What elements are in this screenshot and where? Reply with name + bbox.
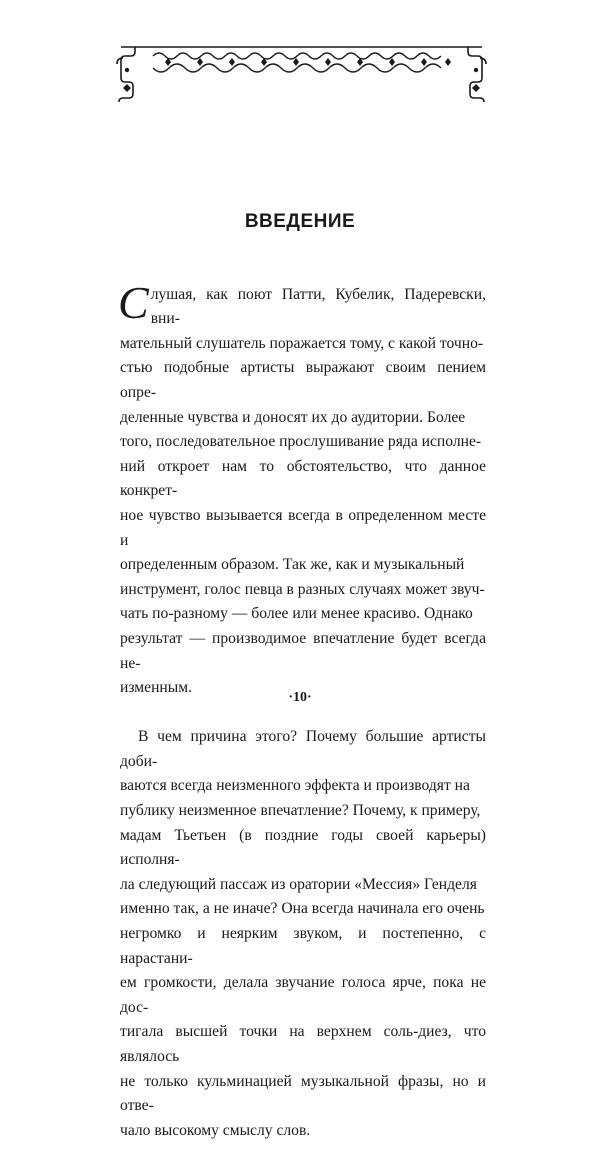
page-number: ·10· [288,690,312,705]
paragraph-2 [120,725,486,1143]
decorative-header-ornament [113,44,490,106]
paragraph-1-text: лушая, как поют Патти, Кубелик, Падеревски, вни- мательный слушатель поражается тому, с какой точно- стью подобные артисты выражают своим пением опре- деленные чувства и доносят их до аудитории. Более того, последовательное прослушивание ряда исполне- ний откроет нам то обстоятельство, что данное конкрет- ное чувство вызывается всегда в определенном месте и определенным образом. Так же, как и музыкальный инструмент, голос певца в разных случаях может звуч- чать по-разному — более или менее красиво. Однако результат — производимое впечатление будет всегда не- изменным. [120,285,486,697]
drop-cap-letter: С [118,276,149,328]
chapter-title: ВВЕДЕНИЕ [244,211,356,232]
paragraph-2-text: В чем причина этого? Почему большие артисты доби- ваются всегда неизменного эффекта и производят на публику неизменное впечатление? Почему, к примеру, мадам Тьетьен (в поздние годы своей карьеры) исполня- ла следующий пассаж из оратории «Мессия» Генделя именно так, а не иначе? Она всегда начинала его очень негромко и неярким звуком, и постепенно, с нарастани- ем громкости, делала звучание голоса ярче, пока не дос- тигала высшей точки на верхнем соль-диез, что являлось не только кульминацией музыкальной фразы, но и отве- чало высокому смыслу слов. [120,728,486,1139]
paragraph-1 [118,276,486,701]
chapter-body [120,258,486,1168]
